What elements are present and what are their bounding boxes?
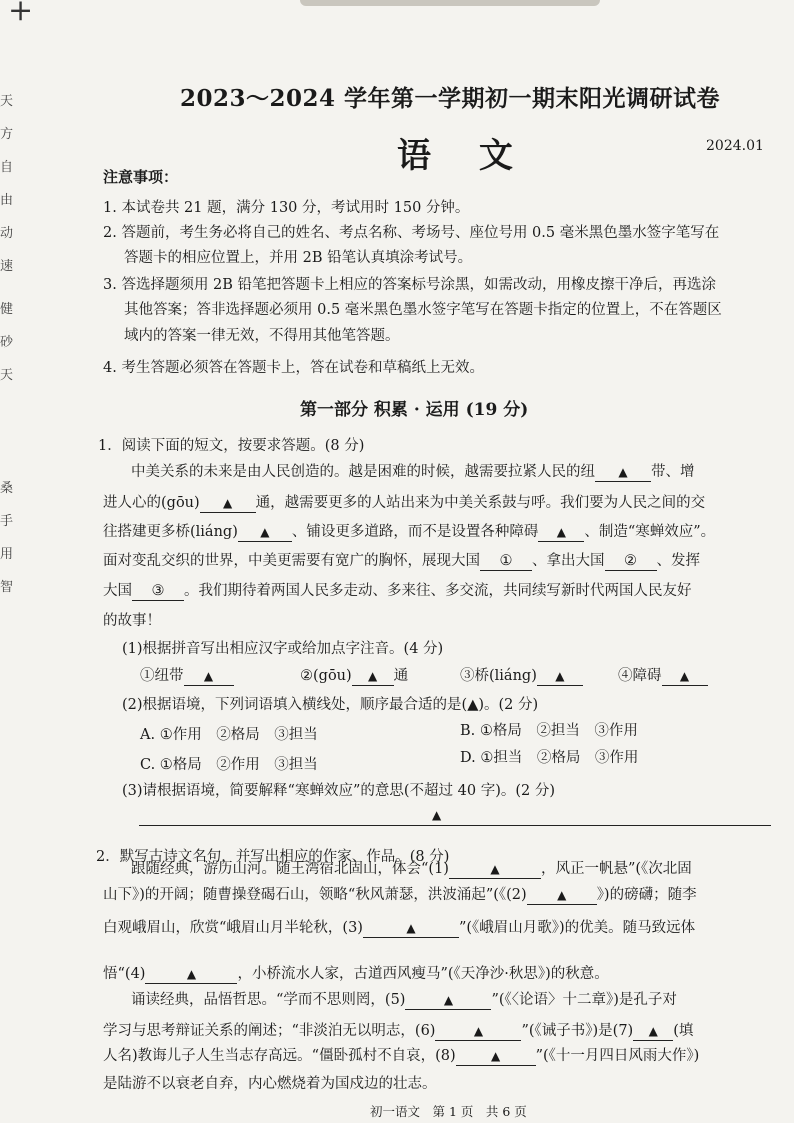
poem-line <box>103 883 697 908</box>
notice-line: 3. 答选择题须用 2B 铅笔把答题卡上相应的答案标号涂黑，如需改动，用橡皮擦干净后，再选涂 <box>103 277 717 293</box>
blank <box>184 667 234 686</box>
sub1-label: ①纽带 <box>140 668 184 684</box>
option-d: D. ①担当 ②格局 ③作用 <box>460 750 639 766</box>
question-2-stem: 2．默写古诗文名句，并写出相应的作家、作品。(8 分) <box>96 849 450 865</box>
margin-char: 健 <box>0 302 14 317</box>
answer-marker-icon: ▲ <box>618 465 628 479</box>
passage-text: 带、增 <box>651 464 695 480</box>
notice-title: 注意事项： <box>103 168 179 186</box>
poem-text: 白观峨眉山，欣赏“峨眉山月半轮秋，(3) <box>103 920 363 936</box>
answer-marker-icon: ▲ <box>490 862 500 876</box>
blank <box>527 886 597 905</box>
sub-question-2: (2)根据语境，下列词语填入横线处，顺序最合适的是(▲)。(2 分) <box>122 697 539 713</box>
notice-line: 1. 本试卷共 21 题，满分 130 分，考试用时 150 分钟。 <box>103 200 470 216</box>
poem-text: 悟“(4) <box>103 966 146 982</box>
option-b: B. ①格局 ②担当 ③作用 <box>460 723 638 739</box>
poem-line <box>103 1019 693 1044</box>
poem-text: ”(《峨眉山月歌》)的优美。随马致远体 <box>458 920 696 936</box>
poem-text: 诵读经典，品悟哲思。“学而不思则罔，(5) <box>131 992 406 1008</box>
margin-char: 方 <box>0 127 14 142</box>
margin-char: 手 <box>0 514 14 529</box>
blank <box>538 523 584 542</box>
passage-line <box>103 520 715 545</box>
passage-line <box>103 579 692 604</box>
option-c: C. ①格局 ②作用 ③担当 <box>140 757 318 773</box>
sub1-label: ④障碍 <box>618 668 662 684</box>
scan-shadow <box>300 0 600 6</box>
answer-marker-icon: ▲ <box>648 1024 658 1038</box>
answer-marker-icon: ▲ <box>556 525 566 539</box>
blank <box>363 919 459 938</box>
answer-marker-icon: ▲ <box>432 808 442 822</box>
answer-marker-icon: ▲ <box>443 993 454 1007</box>
option-a: A. ①作用 ②格局 ③担当 <box>140 727 318 743</box>
answer-marker-icon: ▲ <box>679 669 690 683</box>
blank <box>449 860 541 879</box>
answer-marker-icon: ▲ <box>223 496 233 510</box>
blank <box>238 523 292 542</box>
poem-text: 人名)教诲儿子人生当志存高远。“僵卧孤村不自哀，(8) <box>103 1048 456 1064</box>
exam-title: 2023～2024 学年第一学期初一期末阳光调研试卷 <box>180 85 721 112</box>
sub1-item <box>618 664 708 689</box>
passage-text: 中美关系的未来是由人民创造的。越是困难的时候，越需要拉紧人民的纽 <box>131 464 595 480</box>
passage-text: 、铺设更多道路，而不是设置各种障碍 <box>291 524 539 540</box>
sub1-label: 通 <box>393 668 409 684</box>
poem-line <box>103 1044 699 1069</box>
passage-text: 、制造“寒蝉效应”。 <box>584 524 716 540</box>
sub-question-3: (3)请根据语境，简要解释“寒蝉效应”的意思(不超过 40 字)。(2 分) <box>122 783 555 799</box>
passage-text: 往搭建更多桥(liáng) <box>103 524 238 540</box>
passage-line <box>103 491 705 516</box>
left-margin-text <box>0 95 18 614</box>
poem-text: ，小桥流水人家，古道西风瘦马”(《天净沙·秋思》)的秋意。 <box>237 966 609 982</box>
blank: ② <box>605 552 657 571</box>
sub1-label: ③桥(liáng) <box>460 668 537 684</box>
notice-line: 答题卡的相应位置上，并用 2B 铅笔认真填涂考试号。 <box>124 250 473 266</box>
margin-char: 自 <box>0 160 14 175</box>
blank <box>352 667 394 686</box>
answer-marker-icon: ▲ <box>473 1024 484 1038</box>
subject-title: 语 文 <box>397 136 531 176</box>
passage-text: 、发挥 <box>656 553 700 569</box>
passage-text: 。我们期待着两国人民多走动、多来往、多交流，共同续写新时代两国人民友好 <box>184 583 692 599</box>
poem-line <box>131 857 692 882</box>
passage-text: 大国 <box>103 583 132 599</box>
poem-text: ，风正一帆悬”(《次北固 <box>540 861 692 877</box>
margin-char: 砂 <box>0 335 14 350</box>
margin-char: 桑 <box>0 481 14 496</box>
notice-line: 4. 考生答题必须答在答题卡上，答在试卷和草稿纸上无效。 <box>103 360 484 376</box>
poem-text: (填 <box>673 1023 694 1039</box>
blank <box>537 667 583 686</box>
blank <box>145 965 237 984</box>
margin-char: 用 <box>0 547 14 562</box>
poem-text: ”(《十一月四日风雨大作》) <box>535 1048 700 1064</box>
section-title: 第一部分 积累 · 运用 (19 分) <box>300 400 529 420</box>
answer-marker-icon: ▲ <box>368 669 378 683</box>
exam-date: 2024.01 <box>706 138 764 154</box>
margin-char: 动 <box>0 226 14 241</box>
notice-line: 域内的答案一律无效，不得用其他笔答题。 <box>124 328 400 344</box>
sub1-item <box>460 664 583 689</box>
blank <box>633 1022 673 1041</box>
margin-char: 速 <box>0 259 14 274</box>
poem-line <box>103 962 609 987</box>
passage-line: 的故事！ <box>103 613 161 629</box>
notice-line: 其他答案；答非选择题必须用 0.5 毫米黑色墨水签字笔写在答题卡指定的位置上，不在答题区 <box>124 302 722 318</box>
margin-char: 由 <box>0 193 14 208</box>
passage-text: 进人心的(gōu) <box>103 495 200 511</box>
blank <box>200 494 256 513</box>
question-1-stem: 1．阅读下面的短文，按要求答题。(8 分) <box>98 438 365 454</box>
passage-text: 面对变乱交织的世界，中美更需要有宽广的胸怀，展现大国 <box>103 553 480 569</box>
sub1-item <box>300 664 408 689</box>
margin-char: 天 <box>0 94 14 109</box>
blank <box>595 463 651 482</box>
poem-text: 》)的磅礴；随李 <box>596 887 697 903</box>
poem-text: ”(《诫子书》)是(7) <box>521 1023 634 1039</box>
answer-marker-icon: ▲ <box>555 669 565 683</box>
page-footer: 初一语文 第 1 页 共 6 页 <box>370 1104 527 1119</box>
blank <box>405 991 491 1010</box>
answer-marker-icon: ▲ <box>490 1049 501 1063</box>
poem-text: 学习与思考辩证关系的阐述；“非淡泊无以明志，(6) <box>103 1023 436 1039</box>
answer-line <box>139 825 771 826</box>
blank: ③ <box>132 582 184 601</box>
poem-line <box>103 916 695 941</box>
poem-text: ”(《〈论语〉十二章》)是孔子对 <box>491 992 677 1008</box>
margin-char: 智 <box>0 580 14 595</box>
answer-marker-icon: ▲ <box>186 967 197 981</box>
answer-marker-icon: ▲ <box>557 888 567 902</box>
notice-line: 2. 答题前，考生务必将自己的姓名、考点名称、考场号、座位号用 0.5 毫米黑色墨水签字笔写在 <box>103 225 720 241</box>
sub1-label: ②(gōu) <box>300 668 352 684</box>
poem-text: 跟随经典，游历山河。随王湾宿北固山，体会“(1) <box>131 861 449 877</box>
poem-text: 山下》)的开阔；随曹操登碣石山，领略“秋风萧瑟，洪波涌起”(《(2) <box>103 887 527 903</box>
blank <box>435 1022 521 1041</box>
answer-marker-icon: ▲ <box>203 669 214 683</box>
passage-line <box>131 460 695 485</box>
blank <box>662 667 708 686</box>
margin-char: 天 <box>0 368 14 383</box>
answer-marker-icon: ▲ <box>406 921 416 935</box>
answer-marker-icon: ▲ <box>260 525 270 539</box>
blank <box>456 1047 536 1066</box>
passage-text: 通，越需要更多的人站出来为中美关系鼓与呼。我们要为人民之间的交 <box>255 495 706 511</box>
passage-text: 、拿出大国 <box>532 553 605 569</box>
sub-question-1: (1)根据拼音写出相应汉字或给加点字注音。(4 分) <box>122 641 444 657</box>
blank: ① <box>480 552 532 571</box>
poem-line <box>131 988 677 1013</box>
poem-line: 是陆游不以衰老自弃，内心燃烧着为国戍边的壮志。 <box>103 1076 437 1092</box>
sub1-item <box>140 664 234 689</box>
crop-mark-icon: + <box>8 0 34 28</box>
passage-line <box>103 549 700 574</box>
